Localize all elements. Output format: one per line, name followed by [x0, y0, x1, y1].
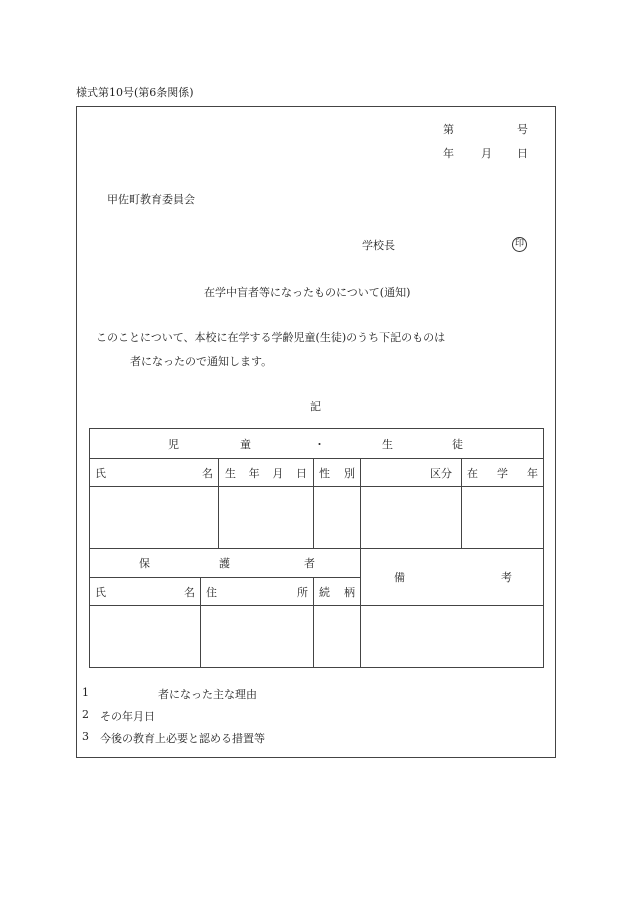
hdr-sha: 者 — [304, 557, 315, 570]
cell-gender-char: 性 — [319, 467, 330, 480]
cell-guardian-name-char: 氏 — [95, 586, 106, 599]
cell-address-char: 住 — [206, 586, 217, 599]
t1-h1 — [89, 458, 544, 459]
t-left — [89, 428, 90, 668]
t1-bottom — [89, 548, 544, 549]
cell-birthdate-char: 年 — [248, 467, 260, 480]
t2-h2 — [89, 605, 544, 606]
t1-v1 — [218, 458, 219, 548]
sender-title: 学校長 — [362, 239, 395, 252]
remarks-char: 備 — [394, 571, 405, 584]
cell-category: 区分 — [430, 467, 452, 480]
cell-name-char: 氏 — [95, 467, 106, 480]
note-2-num: 2 — [82, 708, 89, 721]
t-right — [543, 428, 544, 668]
cell-birthdate — [225, 465, 307, 481]
ki-label: 記 — [310, 400, 321, 413]
t1-top — [89, 428, 544, 429]
hdr-ho: 保 — [139, 557, 150, 570]
t1-v3 — [360, 458, 361, 548]
body-line-1: このことについて、本校に在学する学齢児童(生徒)のうち下記のものは — [96, 331, 446, 344]
t2-h1 — [89, 577, 361, 578]
t1-h2 — [89, 486, 544, 487]
body-line-2: 者になったので通知します。 — [130, 355, 273, 368]
cell-guardian-name — [95, 584, 195, 600]
cell-name-char: 名 — [202, 467, 213, 480]
note-3-num: 3 — [82, 730, 89, 743]
t1-v4 — [461, 458, 462, 548]
form-number: 様式第10号(第6条関係) — [76, 86, 194, 99]
cell-gender — [319, 465, 355, 481]
cell-grade-char: 学 — [497, 467, 508, 480]
cell-birthdate-char: 日 — [295, 467, 307, 480]
cell-gender-char: 別 — [344, 467, 355, 480]
cell-address-char: 所 — [297, 586, 308, 599]
hdr-dot: ・ — [314, 438, 325, 451]
remarks-header — [394, 569, 512, 585]
note-1-num: 1 — [82, 686, 89, 699]
hdr-to: 徒 — [452, 438, 463, 451]
subject: 在学中盲者等になったものについて(通知) — [204, 286, 411, 299]
date-year: 年 — [443, 147, 454, 160]
t2-bottom — [89, 667, 544, 668]
note-3-text: 今後の教育上必要と認める措置等 — [100, 732, 265, 745]
cell-relation-char: 続 — [319, 586, 330, 599]
date-day: 日 — [517, 147, 528, 160]
cell-relation-char: 柄 — [344, 586, 355, 599]
hdr-sei: 生 — [382, 438, 393, 451]
hdr-ji: 児 — [168, 438, 179, 451]
t2-v2 — [313, 577, 314, 668]
cell-grade — [467, 465, 538, 481]
cell-relation — [319, 584, 355, 600]
note-1-text: 者になった主な理由 — [158, 688, 257, 701]
cell-name — [95, 465, 213, 481]
cell-grade-char: 年 — [527, 467, 538, 480]
hdr-go: 護 — [219, 557, 230, 570]
cell-guardian-name-char: 名 — [184, 586, 195, 599]
cell-birthdate-char: 月 — [272, 467, 284, 480]
t1-v2 — [313, 458, 314, 548]
seal-icon: 印 — [512, 237, 527, 252]
seal-mark — [512, 236, 527, 252]
number-go: 号 — [517, 123, 528, 136]
hdr-dou: 童 — [240, 438, 251, 451]
number-dai: 第 — [443, 123, 454, 136]
cell-birthdate-char: 生 — [225, 467, 236, 480]
date-month: 月 — [481, 147, 492, 160]
addressee: 甲佐町教育委員会 — [107, 193, 195, 206]
t2-v1 — [200, 577, 201, 668]
cell-address — [206, 584, 308, 600]
remarks-char: 考 — [501, 571, 512, 584]
t2-v-remarks — [360, 548, 361, 668]
note-2-text: その年月日 — [100, 710, 155, 723]
cell-grade-char: 在 — [467, 467, 478, 480]
